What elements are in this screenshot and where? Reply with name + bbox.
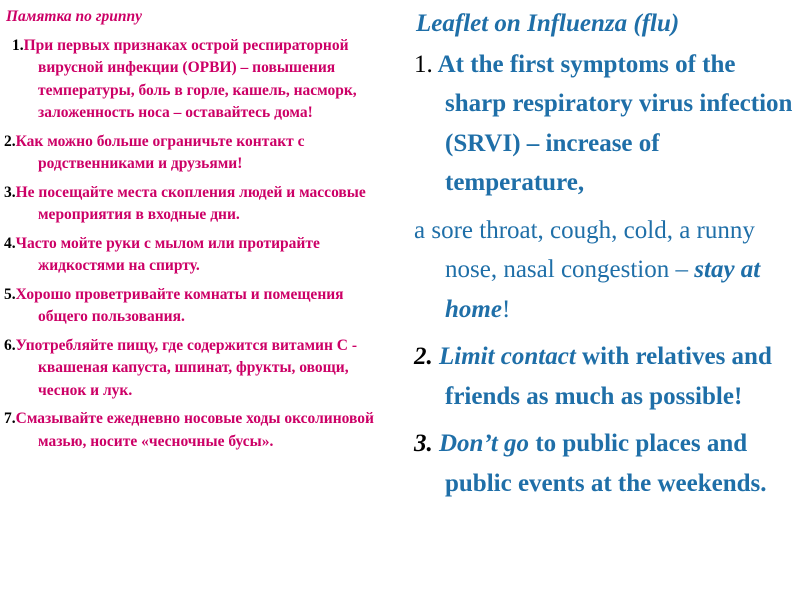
russian-tip-4 [4,233,396,278]
english-tips-list [414,45,794,504]
english-tip-1 [414,45,794,203]
english-tip-2 [414,337,794,416]
russian-tip-1-text: При первых признаках острой респираторной вирусной инфекции (ОРВИ) – повышения температуры, боль в горле, кашель, насморк, заложенность носа – оставайтесь дома! [23,36,357,121]
russian-tip-7-number: 7. [4,410,16,427]
english-tip-1-text: At the first symptoms of the sharp respiratory virus infection (SRVI) – increase of temperature, [437,50,793,196]
english-tip-1-number: 1. [414,50,433,78]
russian-tip-5-text: Хорошо проветривайте комнаты и помещения общего пользования. [15,285,344,325]
russian-tip-3-text: Не посещайте места скопления людей и массовые мероприятия в входные дни. [15,183,366,223]
english-tip-3-text: to public places and public events at the weekends. [445,430,767,497]
english-tip-2-emphasis: Limit contact [439,343,576,370]
russian-tip-6 [4,335,396,403]
russian-tip-2-text: Как можно больше ограничьте контакт с родственниками и друзьями! [15,132,305,172]
russian-tip-6-text: Употребляйте пищу, где содержится витамин С - квашеная капуста, шпинат, фрукты, овощи, чеснок и лук. [15,336,358,399]
russian-tips-list [4,35,396,454]
russian-tip-3-number: 3. [4,183,16,201]
russian-tip-4-number: 4. [4,234,16,252]
russian-tip-7 [4,408,396,453]
english-tip-3 [414,424,794,503]
russian-tip-4-text: Часто мойте руки с мылом или протирайте жидкостями на спирту. [15,234,320,274]
english-tip-3-emphasis: Don’t go [439,430,530,457]
english-tip-2-number: 2. [414,343,433,370]
russian-tip-2-number: 2. [4,132,16,150]
english-tip-2-text: with relatives and friends as much as possible! [445,343,772,410]
russian-tip-5 [4,284,396,329]
english-leaflet [414,4,794,511]
english-tip-1-end: ! [501,295,511,323]
russian-tip-5-number: 5. [4,285,16,303]
english-tip-1-continued [414,211,794,330]
russian-leaflet-title: Памятка по гриппу [6,8,143,25]
russian-tip-6-number: 6. [4,336,16,354]
russian-leaflet [4,6,396,459]
russian-tip-3 [4,182,396,227]
russian-tip-7-text: Смазывайте ежедневно носовые ходы оксолиновой мазью, носите «чесночные бусы». [15,410,374,450]
english-tip-1-symptoms: a sore throat, cough, cold, a runny nose, nasal congestion – [414,216,755,283]
english-tip-3-number: 3. [414,430,433,457]
english-leaflet-title: Leaflet on Influenza (flu) [416,10,680,37]
english-tip-1-stay-home: stay at home [445,256,761,323]
russian-tip-1-number: 1. [12,36,24,54]
russian-tip-2 [4,131,396,176]
russian-tip-1 [4,35,396,125]
